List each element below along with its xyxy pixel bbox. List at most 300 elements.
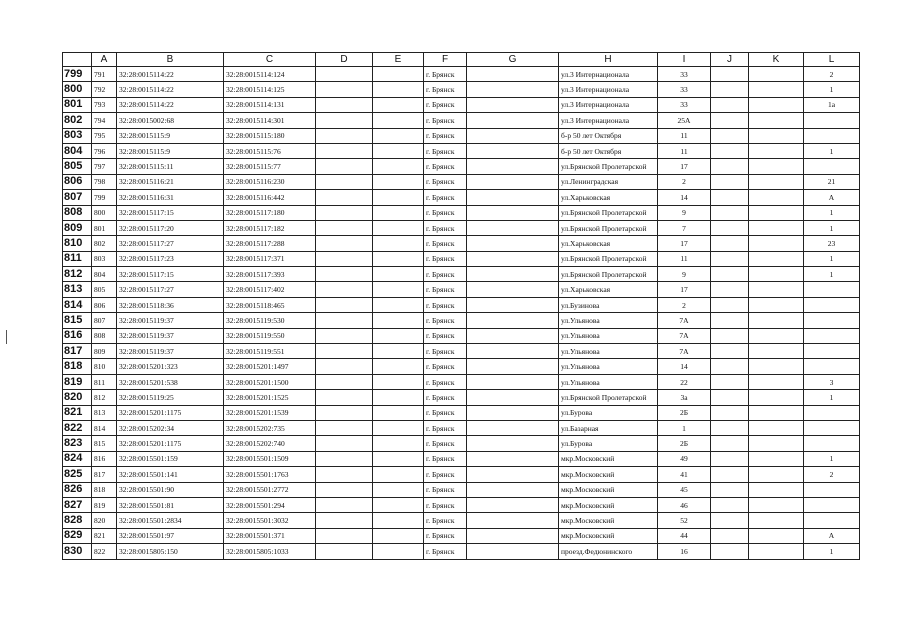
cell-f[interactable]: г. Брянск <box>424 528 467 543</box>
cell-h[interactable]: мкр.Московский <box>559 528 658 543</box>
cell-a[interactable]: 821 <box>92 528 117 543</box>
cell-d[interactable] <box>316 467 373 482</box>
cell-c[interactable]: 32:28:0015116:442 <box>224 190 316 205</box>
cell-g[interactable] <box>467 544 559 559</box>
cell-j[interactable] <box>711 405 749 420</box>
cell-i[interactable]: 2Б <box>658 405 711 420</box>
row-number[interactable]: 810 <box>63 236 92 251</box>
cell-i[interactable]: 52 <box>658 513 711 528</box>
cell-c[interactable]: 32:28:0015501:2772 <box>224 482 316 497</box>
cell-i[interactable]: 16 <box>658 544 711 559</box>
cell-a[interactable]: 800 <box>92 205 117 220</box>
cell-k[interactable] <box>749 297 804 312</box>
cell-c[interactable]: 32:28:0015116:230 <box>224 174 316 189</box>
cell-e[interactable] <box>373 436 424 451</box>
cell-i[interactable]: 2 <box>658 297 711 312</box>
cell-j[interactable] <box>711 528 749 543</box>
cell-i[interactable]: 45 <box>658 482 711 497</box>
cell-h[interactable]: мкр.Московский <box>559 513 658 528</box>
cell-d[interactable] <box>316 297 373 312</box>
cell-l[interactable] <box>804 513 860 528</box>
cell-f[interactable]: г. Брянск <box>424 174 467 189</box>
cell-g[interactable] <box>467 513 559 528</box>
cell-i[interactable]: 1 <box>658 420 711 435</box>
cell-k[interactable] <box>749 190 804 205</box>
cell-c[interactable]: 32:28:0015117:402 <box>224 282 316 297</box>
row-number[interactable]: 823 <box>63 436 92 451</box>
cell-a[interactable]: 797 <box>92 159 117 174</box>
cell-j[interactable] <box>711 328 749 343</box>
cell-f[interactable]: г. Брянск <box>424 451 467 466</box>
cell-f[interactable]: г. Брянск <box>424 128 467 143</box>
cell-h[interactable]: мкр.Московский <box>559 451 658 466</box>
cell-a[interactable]: 815 <box>92 436 117 451</box>
cell-h[interactable]: ул.Брянской Пролетарской <box>559 159 658 174</box>
cell-e[interactable] <box>373 528 424 543</box>
cell-e[interactable] <box>373 328 424 343</box>
row-number[interactable]: 817 <box>63 344 92 359</box>
cell-f[interactable]: г. Брянск <box>424 143 467 158</box>
cell-g[interactable] <box>467 236 559 251</box>
cell-b[interactable]: 32:28:0015201:1175 <box>117 405 224 420</box>
cell-h[interactable]: ул.Бузинова <box>559 297 658 312</box>
cell-e[interactable] <box>373 97 424 112</box>
column-header-b[interactable]: B <box>117 53 224 67</box>
cell-g[interactable] <box>467 282 559 297</box>
cell-e[interactable] <box>373 174 424 189</box>
row-number[interactable]: 804 <box>63 143 92 158</box>
cell-b[interactable]: 32:28:0015002:68 <box>117 113 224 128</box>
row-number[interactable]: 806 <box>63 174 92 189</box>
cell-i[interactable]: 46 <box>658 497 711 512</box>
cell-d[interactable] <box>316 374 373 389</box>
cell-k[interactable] <box>749 328 804 343</box>
row-number[interactable]: 815 <box>63 313 92 328</box>
cell-k[interactable] <box>749 513 804 528</box>
cell-j[interactable] <box>711 359 749 374</box>
cell-h[interactable]: б-р 50 лет Октября <box>559 143 658 158</box>
cell-i[interactable]: 2Б <box>658 436 711 451</box>
cell-j[interactable] <box>711 390 749 405</box>
cell-h[interactable]: ул.Ленинградская <box>559 174 658 189</box>
cell-j[interactable] <box>711 236 749 251</box>
cell-b[interactable]: 32:28:0015119:25 <box>117 390 224 405</box>
cell-e[interactable] <box>373 390 424 405</box>
cell-e[interactable] <box>373 513 424 528</box>
cell-h[interactable]: ул.Ульянова <box>559 328 658 343</box>
cell-h[interactable]: ул.Базарная <box>559 420 658 435</box>
row-number[interactable]: 822 <box>63 420 92 435</box>
row-number[interactable]: 816 <box>63 328 92 343</box>
cell-i[interactable]: 25А <box>658 113 711 128</box>
cell-a[interactable]: 806 <box>92 297 117 312</box>
cell-d[interactable] <box>316 436 373 451</box>
cell-l[interactable]: 2 <box>804 67 860 82</box>
cell-f[interactable]: г. Брянск <box>424 344 467 359</box>
cell-b[interactable]: 32:28:0015117:27 <box>117 236 224 251</box>
cell-h[interactable]: ул.Брянской Пролетарской <box>559 267 658 282</box>
cell-a[interactable]: 818 <box>92 482 117 497</box>
cell-c[interactable]: 32:28:0015114:131 <box>224 97 316 112</box>
column-header-h[interactable]: H <box>559 53 658 67</box>
cell-j[interactable] <box>711 497 749 512</box>
cell-a[interactable]: 809 <box>92 344 117 359</box>
cell-g[interactable] <box>467 82 559 97</box>
cell-f[interactable]: г. Брянск <box>424 482 467 497</box>
cell-k[interactable] <box>749 97 804 112</box>
cell-d[interactable] <box>316 451 373 466</box>
cell-k[interactable] <box>749 436 804 451</box>
column-header-k[interactable]: K <box>749 53 804 67</box>
cell-g[interactable] <box>467 174 559 189</box>
cell-k[interactable] <box>749 344 804 359</box>
cell-g[interactable] <box>467 143 559 158</box>
row-number[interactable]: 805 <box>63 159 92 174</box>
cell-g[interactable] <box>467 97 559 112</box>
cell-j[interactable] <box>711 282 749 297</box>
cell-i[interactable]: 7А <box>658 344 711 359</box>
cell-d[interactable] <box>316 174 373 189</box>
cell-g[interactable] <box>467 390 559 405</box>
cell-c[interactable]: 32:28:0015201:1497 <box>224 359 316 374</box>
cell-a[interactable]: 799 <box>92 190 117 205</box>
cell-j[interactable] <box>711 544 749 559</box>
cell-l[interactable] <box>804 344 860 359</box>
cell-c[interactable]: 32:28:0015202:735 <box>224 420 316 435</box>
cell-i[interactable]: 33 <box>658 97 711 112</box>
cell-j[interactable] <box>711 482 749 497</box>
cell-j[interactable] <box>711 467 749 482</box>
cell-i[interactable]: 11 <box>658 143 711 158</box>
cell-a[interactable]: 812 <box>92 390 117 405</box>
cell-g[interactable] <box>467 344 559 359</box>
cell-l[interactable] <box>804 436 860 451</box>
cell-e[interactable] <box>373 451 424 466</box>
cell-b[interactable]: 32:28:0015201:538 <box>117 374 224 389</box>
cell-l[interactable] <box>804 405 860 420</box>
cell-c[interactable]: 32:28:0015501:3032 <box>224 513 316 528</box>
cell-l[interactable]: 3 <box>804 374 860 389</box>
cell-d[interactable] <box>316 390 373 405</box>
cell-b[interactable]: 32:28:0015116:31 <box>117 190 224 205</box>
cell-c[interactable]: 32:28:0015202:740 <box>224 436 316 451</box>
cell-e[interactable] <box>373 544 424 559</box>
cell-l[interactable] <box>804 113 860 128</box>
cell-e[interactable] <box>373 467 424 482</box>
cell-d[interactable] <box>316 97 373 112</box>
cell-d[interactable] <box>316 313 373 328</box>
cell-g[interactable] <box>467 251 559 266</box>
cell-j[interactable] <box>711 420 749 435</box>
cell-f[interactable]: г. Брянск <box>424 374 467 389</box>
cell-c[interactable]: 32:28:0015501:1509 <box>224 451 316 466</box>
cell-f[interactable]: г. Брянск <box>424 497 467 512</box>
cell-b[interactable]: 32:28:0015501:2834 <box>117 513 224 528</box>
cell-a[interactable]: 795 <box>92 128 117 143</box>
cell-i[interactable]: 49 <box>658 451 711 466</box>
cell-j[interactable] <box>711 174 749 189</box>
cell-j[interactable] <box>711 128 749 143</box>
cell-i[interactable]: 17 <box>658 282 711 297</box>
cell-c[interactable]: 32:28:0015115:180 <box>224 128 316 143</box>
cell-c[interactable]: 32:28:0015119:530 <box>224 313 316 328</box>
cell-g[interactable] <box>467 405 559 420</box>
cell-f[interactable]: г. Брянск <box>424 544 467 559</box>
row-number[interactable]: 818 <box>63 359 92 374</box>
cell-k[interactable] <box>749 544 804 559</box>
cell-f[interactable]: г. Брянск <box>424 467 467 482</box>
cell-i[interactable]: 33 <box>658 82 711 97</box>
cell-b[interactable]: 32:28:0015501:159 <box>117 451 224 466</box>
cell-e[interactable] <box>373 220 424 235</box>
cell-g[interactable] <box>467 205 559 220</box>
cell-b[interactable]: 32:28:0015115:9 <box>117 143 224 158</box>
cell-e[interactable] <box>373 267 424 282</box>
cell-l[interactable]: 1 <box>804 205 860 220</box>
cell-e[interactable] <box>373 374 424 389</box>
cell-j[interactable] <box>711 374 749 389</box>
cell-l[interactable] <box>804 297 860 312</box>
cell-e[interactable] <box>373 128 424 143</box>
cell-l[interactable]: 1 <box>804 143 860 158</box>
cell-d[interactable] <box>316 236 373 251</box>
cell-b[interactable]: 32:28:0015115:11 <box>117 159 224 174</box>
cell-h[interactable]: ул.Брянской Пролетарской <box>559 251 658 266</box>
cell-f[interactable]: г. Брянск <box>424 236 467 251</box>
cell-h[interactable]: ул.Бурова <box>559 405 658 420</box>
cell-j[interactable] <box>711 205 749 220</box>
cell-b[interactable]: 32:28:0015117:15 <box>117 267 224 282</box>
row-number[interactable]: 802 <box>63 113 92 128</box>
cell-e[interactable] <box>373 359 424 374</box>
row-number[interactable]: 799 <box>63 67 92 82</box>
cell-g[interactable] <box>467 528 559 543</box>
cell-d[interactable] <box>316 359 373 374</box>
cell-d[interactable] <box>316 82 373 97</box>
cell-f[interactable]: г. Брянск <box>424 313 467 328</box>
cell-d[interactable] <box>316 267 373 282</box>
cell-b[interactable]: 32:28:0015117:27 <box>117 282 224 297</box>
cell-e[interactable] <box>373 236 424 251</box>
cell-l[interactable]: 1 <box>804 82 860 97</box>
cell-k[interactable] <box>749 128 804 143</box>
cell-l[interactable]: 1 <box>804 390 860 405</box>
cell-i[interactable]: 9 <box>658 205 711 220</box>
cell-h[interactable]: ул.3 Интернационала <box>559 82 658 97</box>
cell-i[interactable]: 2 <box>658 174 711 189</box>
row-number[interactable]: 829 <box>63 528 92 543</box>
cell-g[interactable] <box>467 497 559 512</box>
cell-a[interactable]: 803 <box>92 251 117 266</box>
cell-d[interactable] <box>316 544 373 559</box>
row-number[interactable]: 826 <box>63 482 92 497</box>
cell-f[interactable]: г. Брянск <box>424 405 467 420</box>
cell-c[interactable]: 32:28:0015117:182 <box>224 220 316 235</box>
cell-d[interactable] <box>316 420 373 435</box>
cell-a[interactable]: 796 <box>92 143 117 158</box>
cell-h[interactable]: ул.Брянской Пролетарской <box>559 390 658 405</box>
cell-c[interactable]: 32:28:0015201:1525 <box>224 390 316 405</box>
cell-k[interactable] <box>749 220 804 235</box>
cell-k[interactable] <box>749 282 804 297</box>
column-header-g[interactable]: G <box>467 53 559 67</box>
cell-e[interactable] <box>373 313 424 328</box>
cell-b[interactable]: 32:28:0015114:22 <box>117 67 224 82</box>
cell-l[interactable]: 1 <box>804 220 860 235</box>
row-number[interactable]: 830 <box>63 544 92 559</box>
cell-a[interactable]: 792 <box>92 82 117 97</box>
cell-e[interactable] <box>373 205 424 220</box>
cell-f[interactable]: г. Брянск <box>424 67 467 82</box>
cell-d[interactable] <box>316 497 373 512</box>
cell-b[interactable]: 32:28:0015117:20 <box>117 220 224 235</box>
row-number[interactable]: 825 <box>63 467 92 482</box>
cell-g[interactable] <box>467 159 559 174</box>
cell-k[interactable] <box>749 113 804 128</box>
cell-l[interactable] <box>804 313 860 328</box>
cell-a[interactable]: 808 <box>92 328 117 343</box>
cell-h[interactable]: ул.Брянской Пролетарской <box>559 220 658 235</box>
cell-j[interactable] <box>711 159 749 174</box>
row-number[interactable]: 812 <box>63 267 92 282</box>
cell-f[interactable]: г. Брянск <box>424 97 467 112</box>
cell-f[interactable]: г. Брянск <box>424 359 467 374</box>
cell-l[interactable] <box>804 359 860 374</box>
cell-g[interactable] <box>467 220 559 235</box>
cell-f[interactable]: г. Брянск <box>424 282 467 297</box>
cell-i[interactable]: 3а <box>658 390 711 405</box>
cell-d[interactable] <box>316 282 373 297</box>
cell-k[interactable] <box>749 205 804 220</box>
cell-d[interactable] <box>316 344 373 359</box>
column-header-c[interactable]: C <box>224 53 316 67</box>
cell-a[interactable]: 816 <box>92 451 117 466</box>
cell-b[interactable]: 32:28:0015118:36 <box>117 297 224 312</box>
row-number[interactable]: 800 <box>63 82 92 97</box>
cell-j[interactable] <box>711 190 749 205</box>
cell-f[interactable]: г. Брянск <box>424 190 467 205</box>
cell-h[interactable]: проезд.Федюнинского <box>559 544 658 559</box>
cell-g[interactable] <box>467 420 559 435</box>
cell-h[interactable]: б-р 50 лет Октября <box>559 128 658 143</box>
row-number[interactable]: 803 <box>63 128 92 143</box>
row-number[interactable]: 801 <box>63 97 92 112</box>
cell-d[interactable] <box>316 220 373 235</box>
cell-e[interactable] <box>373 344 424 359</box>
cell-i[interactable]: 14 <box>658 190 711 205</box>
cell-h[interactable]: ул.Ульянова <box>559 313 658 328</box>
cell-d[interactable] <box>316 405 373 420</box>
cell-b[interactable]: 32:28:0015114:22 <box>117 97 224 112</box>
cell-f[interactable]: г. Брянск <box>424 251 467 266</box>
cell-i[interactable]: 44 <box>658 528 711 543</box>
cell-k[interactable] <box>749 251 804 266</box>
cell-h[interactable]: ул.Харьковская <box>559 236 658 251</box>
cell-l[interactable] <box>804 328 860 343</box>
cell-g[interactable] <box>467 436 559 451</box>
cell-b[interactable]: 32:28:0015116:21 <box>117 174 224 189</box>
cell-k[interactable] <box>749 374 804 389</box>
cell-e[interactable] <box>373 420 424 435</box>
cell-e[interactable] <box>373 67 424 82</box>
cell-d[interactable] <box>316 513 373 528</box>
cell-b[interactable]: 32:28:0015115:9 <box>117 128 224 143</box>
cell-k[interactable] <box>749 236 804 251</box>
cell-e[interactable] <box>373 113 424 128</box>
row-number[interactable]: 813 <box>63 282 92 297</box>
cell-h[interactable]: мкр.Московский <box>559 482 658 497</box>
cell-l[interactable] <box>804 159 860 174</box>
cell-b[interactable]: 32:28:0015119:37 <box>117 344 224 359</box>
cell-g[interactable] <box>467 482 559 497</box>
cell-g[interactable] <box>467 267 559 282</box>
row-number[interactable]: 809 <box>63 220 92 235</box>
cell-l[interactable]: А <box>804 528 860 543</box>
cell-h[interactable]: ул.3 Интернационала <box>559 97 658 112</box>
cell-f[interactable]: г. Брянск <box>424 390 467 405</box>
cell-i[interactable]: 11 <box>658 128 711 143</box>
cell-h[interactable]: ул.Харьковская <box>559 282 658 297</box>
cell-k[interactable] <box>749 497 804 512</box>
row-number[interactable]: 820 <box>63 390 92 405</box>
cell-l[interactable] <box>804 420 860 435</box>
row-number[interactable]: 828 <box>63 513 92 528</box>
cell-l[interactable]: 1 <box>804 267 860 282</box>
corner-header[interactable] <box>63 53 92 67</box>
cell-g[interactable] <box>467 128 559 143</box>
cell-c[interactable]: 32:28:0015501:1763 <box>224 467 316 482</box>
cell-g[interactable] <box>467 190 559 205</box>
row-number[interactable]: 807 <box>63 190 92 205</box>
cell-l[interactable]: 1 <box>804 251 860 266</box>
cell-j[interactable] <box>711 513 749 528</box>
cell-f[interactable]: г. Брянск <box>424 82 467 97</box>
cell-c[interactable]: 32:28:0015114:125 <box>224 82 316 97</box>
cell-j[interactable] <box>711 113 749 128</box>
cell-g[interactable] <box>467 328 559 343</box>
cell-e[interactable] <box>373 190 424 205</box>
row-number[interactable]: 808 <box>63 205 92 220</box>
cell-g[interactable] <box>467 67 559 82</box>
cell-h[interactable]: ул.Бурова <box>559 436 658 451</box>
cell-c[interactable]: 32:28:0015805:1033 <box>224 544 316 559</box>
cell-a[interactable]: 804 <box>92 267 117 282</box>
cell-g[interactable] <box>467 374 559 389</box>
cell-j[interactable] <box>711 297 749 312</box>
cell-e[interactable] <box>373 251 424 266</box>
cell-a[interactable]: 817 <box>92 467 117 482</box>
cell-b[interactable]: 32:28:0015501:90 <box>117 482 224 497</box>
cell-e[interactable] <box>373 497 424 512</box>
cell-a[interactable]: 794 <box>92 113 117 128</box>
cell-j[interactable] <box>711 67 749 82</box>
row-number[interactable]: 827 <box>63 497 92 512</box>
cell-i[interactable]: 17 <box>658 159 711 174</box>
cell-f[interactable]: г. Брянск <box>424 328 467 343</box>
cell-c[interactable]: 32:28:0015117:371 <box>224 251 316 266</box>
cell-i[interactable]: 17 <box>658 236 711 251</box>
cell-a[interactable]: 802 <box>92 236 117 251</box>
cell-l[interactable]: 1а <box>804 97 860 112</box>
cell-i[interactable]: 33 <box>658 67 711 82</box>
cell-l[interactable] <box>804 497 860 512</box>
cell-a[interactable]: 798 <box>92 174 117 189</box>
cell-f[interactable]: г. Брянск <box>424 513 467 528</box>
cell-c[interactable]: 32:28:0015118:465 <box>224 297 316 312</box>
cell-e[interactable] <box>373 143 424 158</box>
column-header-f[interactable]: F <box>424 53 467 67</box>
row-number[interactable]: 824 <box>63 451 92 466</box>
